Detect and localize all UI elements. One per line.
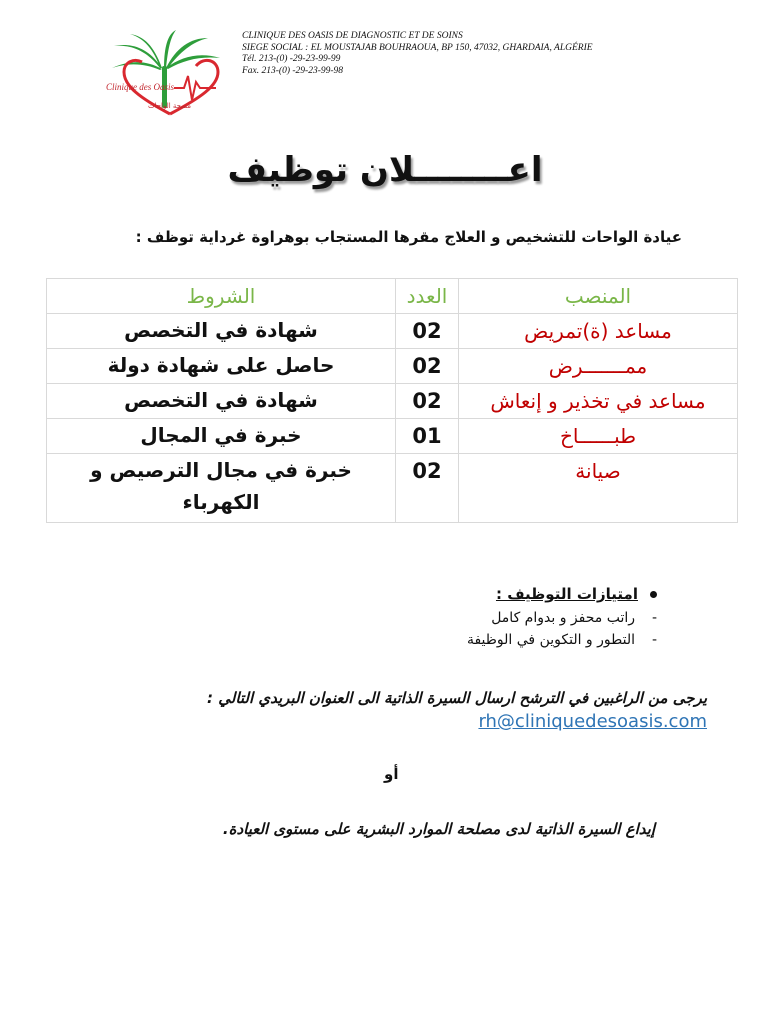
position-cell: طبــــــاخ <box>459 419 738 454</box>
deposit-text: إيداع السيرة الذاتية لدى مصلحة الموارد البشرية على مستوى العيادة. <box>222 820 655 838</box>
count-cell: 02 <box>396 384 459 419</box>
clinic-fax: Fax. 213-(0) -29-23-99-98 <box>242 65 344 76</box>
dash-icon: - <box>651 632 657 648</box>
table-row <box>47 454 738 523</box>
count-cell: 01 <box>396 419 459 454</box>
clinic-name: CLINIQUE DES OASIS DE DIAGNOSTIC ET DE SOINS <box>242 31 463 41</box>
jobs-table <box>46 278 738 523</box>
header-count: العدد <box>396 279 459 314</box>
table-row <box>47 314 738 349</box>
position-cell: مساعد (ة)تمريض <box>459 314 738 349</box>
list-item: -راتب محفز و بدوام كامل <box>257 607 657 629</box>
logo-text-ar: مصحة الواحات <box>148 102 192 110</box>
clinic-tel: Tél. 213-(0) -29-23-99-99 <box>242 54 341 64</box>
advantages-section <box>257 585 657 651</box>
logo-text: Clinique des Oasis <box>106 82 175 92</box>
clinic-logo <box>100 28 230 118</box>
table-header-row <box>47 279 738 314</box>
position-cell: مساعد في تخذير و إنعاش <box>459 384 738 419</box>
position-cell: ممـــــــرض <box>459 349 738 384</box>
header-conditions: الشروط <box>47 279 396 314</box>
bullet-icon <box>650 591 657 598</box>
table-row <box>47 349 738 384</box>
count-cell: 02 <box>396 454 459 523</box>
or-text: أو <box>384 765 399 783</box>
table-row <box>47 419 738 454</box>
clinic-address: SIEGE SOCIAL : EL MOUSTAJAB BOUHRAOUA, BP 150, 47032, GHARDAIA, ALGÉRIE <box>242 42 593 53</box>
email-link[interactable]: rh@cliniquedesoasis.com <box>478 711 707 732</box>
conditions-cell: خبرة في المجال <box>47 419 396 454</box>
palm-icon <box>112 30 220 108</box>
page-title: اعــــــــلان توظيف <box>227 150 543 190</box>
conditions-cell: شهادة في التخصص <box>47 384 396 419</box>
intro-text: عيادة الواحات للتشخيص و العلاج مقرها المستجاب بوهراوة غرداية توظف : <box>135 228 682 246</box>
header-position: المنصب <box>459 279 738 314</box>
count-cell: 02 <box>396 349 459 384</box>
list-item: -التطور و التكوين في الوظيفة <box>257 629 657 651</box>
conditions-cell: حاصل على شهادة دولة <box>47 349 396 384</box>
apply-text: يرجى من الراغبين في الترشح ارسال السيرة الذاتية الى العنوان البريدي التالي : <box>207 689 707 707</box>
dash-icon: - <box>651 610 657 626</box>
table-row <box>47 384 738 419</box>
advantages-title: امتيازات التوظيف : <box>257 585 657 603</box>
conditions-cell: خبرة في مجال الترصيص و الكهرباء <box>47 454 396 523</box>
position-cell: صيانة <box>459 454 738 523</box>
apply-instructions <box>47 686 707 734</box>
conditions-cell: شهادة في التخصص <box>47 314 396 349</box>
count-cell: 02 <box>396 314 459 349</box>
clinic-info <box>242 31 662 77</box>
